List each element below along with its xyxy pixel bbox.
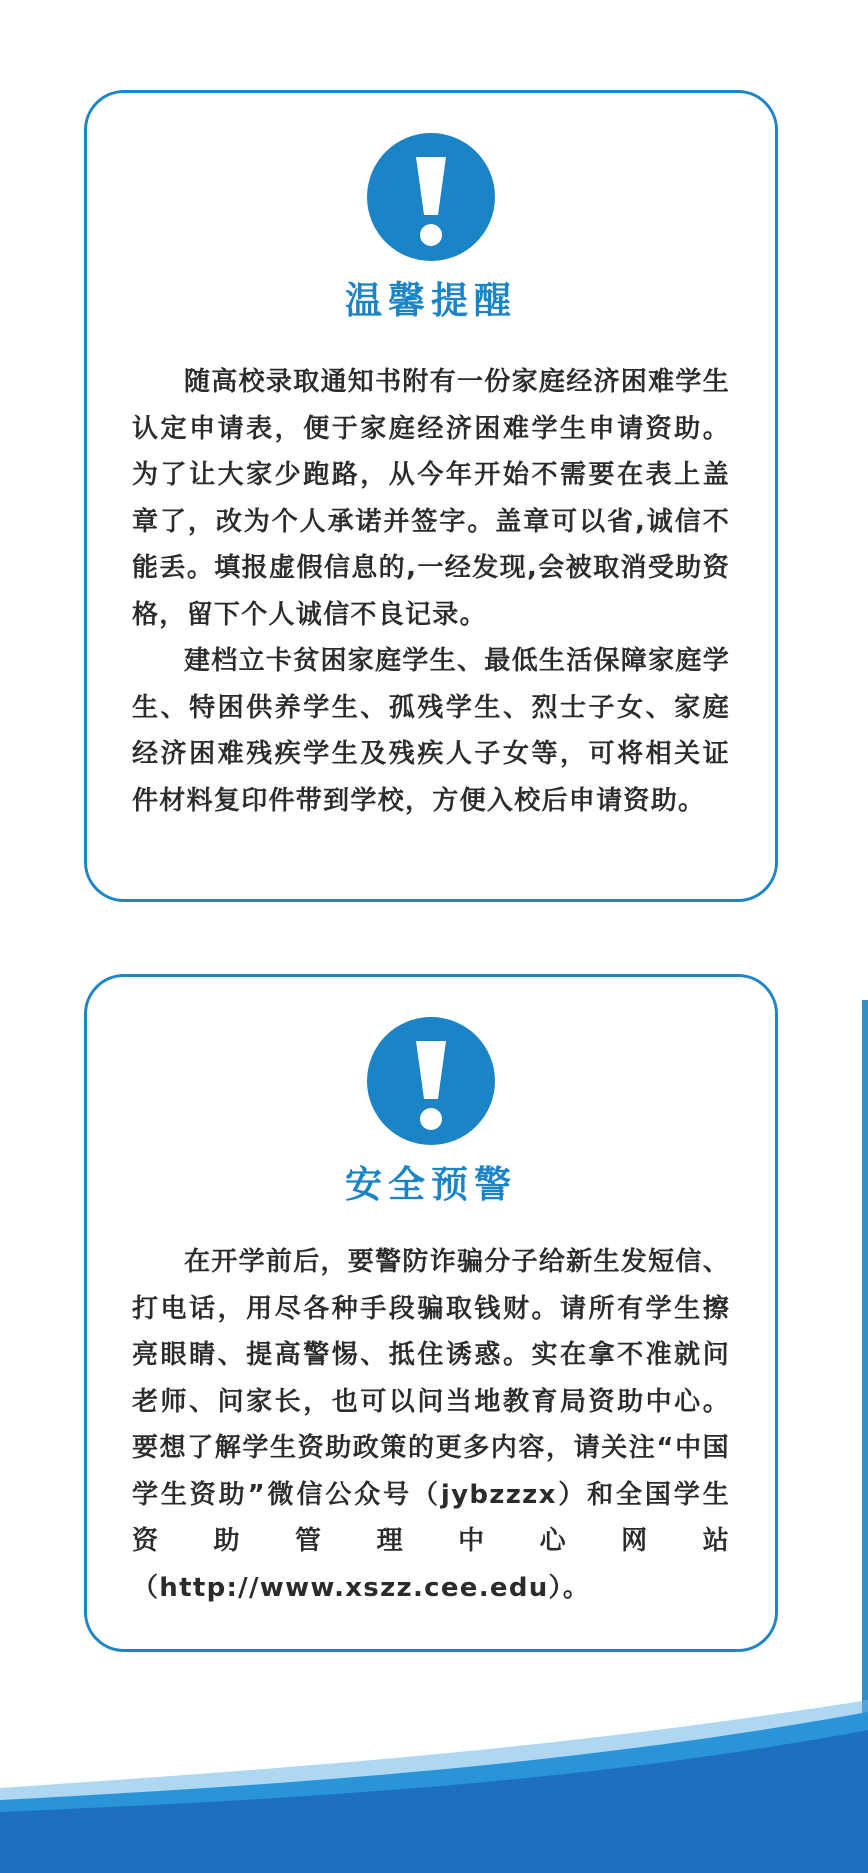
notice-title: 温馨提醒 — [345, 279, 517, 322]
notice-title: 安全预警 — [345, 1163, 517, 1206]
exclamation-icon — [367, 1017, 495, 1145]
notice-card-safety-warning — [84, 974, 778, 1652]
notice-body — [132, 359, 730, 824]
notice-body — [132, 1239, 730, 1611]
notice-card-reminder — [84, 90, 778, 902]
notice-paragraph: 随高校录取通知书附有一份家庭经济困难学生认定申请表，便于家庭经济困难学生申请资助。为了让大家少跑路，从今年开始不需要在表上盖章了，改为个人承诺并签字。盖章可以省,诚信不能丢。填报虚假信息的,一经发现,会被取消受助资格，留下个人诚信不良记录。 — [132, 367, 731, 630]
exclamation-icon — [367, 133, 495, 261]
notice-paragraph: 建档立卡贫困家庭学生、最低生活保障家庭学生、特困供养学生、孤残学生、烈士子女、家庭经济困难残疾学生及残疾人子女等，可将相关证件材料复印件带到学校，方便入校后申请资助。 — [132, 646, 731, 816]
notice-paragraph: 在开学前后，要警防诈骗分子给新生发短信、打电话，用尽各种手段骗取钱财。请所有学生擦亮眼睛、提高警惕、抵住诱惑。实在拿不准就问老师、问家长，也可以问当地教育局资助中心。要想了解学生资助政策的更多内容，请关注“中国学生资助”微信公众号（jybzzzx）和全国学生资助管理中心网站（http://www.xszz.cee.edu）。 — [132, 1247, 731, 1603]
